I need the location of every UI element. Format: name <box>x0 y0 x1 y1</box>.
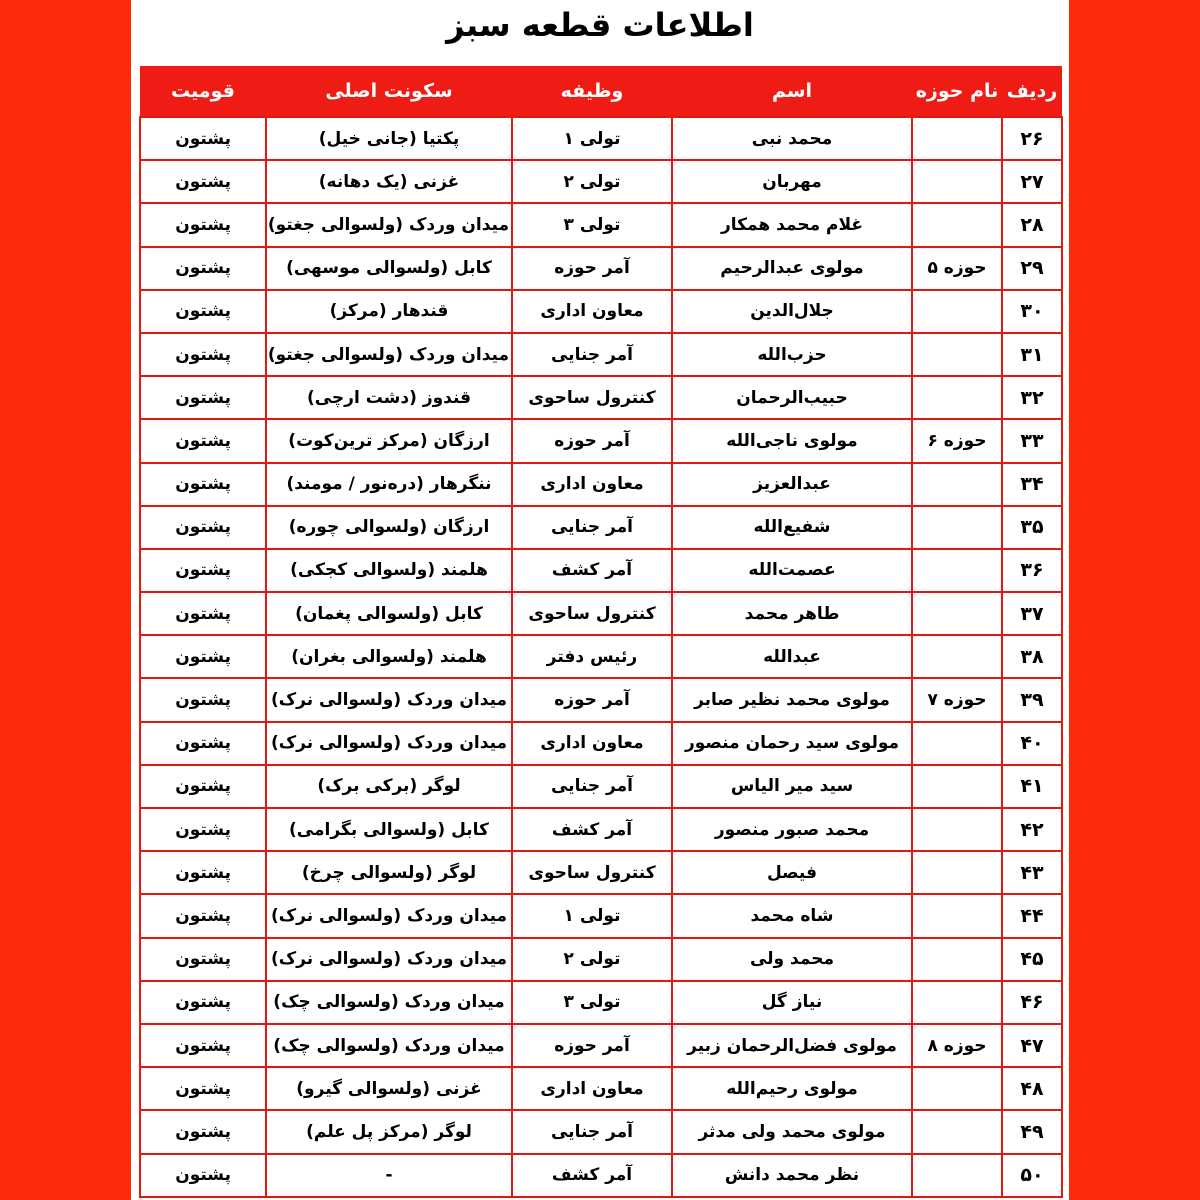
cell-zone <box>912 635 1002 678</box>
cell-ethnicity: پشتون <box>140 1024 266 1067</box>
cell-ethnicity: پشتون <box>140 117 266 160</box>
cell-row-number: ۳۰ <box>1002 290 1062 333</box>
cell-row-number: ۳۸ <box>1002 635 1062 678</box>
cell-role: کنترول ساحوی <box>512 376 672 419</box>
table-row <box>140 635 1062 678</box>
cell-residence: ارزگان (مرکز ترین‌کوت) <box>266 419 512 462</box>
cell-residence: لوگر (ولسوالی چرخ) <box>266 851 512 894</box>
cell-role: آمر جنایی <box>512 765 672 808</box>
cell-row-number: ۲۷ <box>1002 160 1062 203</box>
cell-zone <box>912 938 1002 981</box>
table-row <box>140 592 1062 635</box>
cell-residence: هلمند (ولسوالی کجکی) <box>266 549 512 592</box>
cell-row-number: ۲۸ <box>1002 203 1062 246</box>
table-header-row <box>140 66 1062 117</box>
cell-role: کنترول ساحوی <box>512 851 672 894</box>
table-row <box>140 333 1062 376</box>
cell-role: آمر حوزه <box>512 1024 672 1067</box>
cell-ethnicity: پشتون <box>140 203 266 246</box>
page-title: اطلاعات قطعه سبز <box>446 6 754 44</box>
cell-zone: حوزه ۸ <box>912 1024 1002 1067</box>
cell-row-number: ۴۳ <box>1002 851 1062 894</box>
cell-residence: لوگر (مرکز پل علم) <box>266 1110 512 1153</box>
cell-ethnicity: پشتون <box>140 894 266 937</box>
cell-zone <box>912 463 1002 506</box>
cell-name: محمد نبی <box>672 117 912 160</box>
cell-row-number: ۲۶ <box>1002 117 1062 160</box>
cell-role: آمر حوزه <box>512 678 672 721</box>
cell-ethnicity: پشتون <box>140 592 266 635</box>
cell-residence: کابل (ولسوالی موسهی) <box>266 247 512 290</box>
cell-role: آمر حوزه <box>512 419 672 462</box>
cell-residence: میدان وردک (ولسوالی نرک) <box>266 894 512 937</box>
table-row <box>140 376 1062 419</box>
table-row <box>140 1024 1062 1067</box>
cell-ethnicity: پشتون <box>140 376 266 419</box>
header-zone: نام حوزه <box>912 66 1002 117</box>
table-row <box>140 117 1062 160</box>
cell-residence: قندهار (مرکز) <box>266 290 512 333</box>
cell-row-number: ۴۱ <box>1002 765 1062 808</box>
cell-residence: میدان وردک (ولسوالی جغتو) <box>266 203 512 246</box>
header-role: وظیفه <box>512 66 672 117</box>
cell-role: معاون اداری <box>512 290 672 333</box>
cell-residence: میدان وردک (ولسوالی نرک) <box>266 678 512 721</box>
table-row <box>140 419 1062 462</box>
cell-name: عصمت‌الله <box>672 549 912 592</box>
cell-row-number: ۴۰ <box>1002 722 1062 765</box>
cell-row-number: ۳۱ <box>1002 333 1062 376</box>
cell-name: مولوی سید رحمان منصور <box>672 722 912 765</box>
cell-role: آمر کشف <box>512 808 672 851</box>
cell-zone <box>912 1067 1002 1110</box>
table-row <box>140 765 1062 808</box>
cell-role: رئیس دفتر <box>512 635 672 678</box>
cell-residence: میدان وردک (ولسوالی چک) <box>266 981 512 1024</box>
cell-residence: میدان وردک (ولسوالی نرک) <box>266 938 512 981</box>
table-row <box>140 808 1062 851</box>
cell-zone <box>912 290 1002 333</box>
cell-name: مولوی ناجی‌الله <box>672 419 912 462</box>
cell-zone <box>912 117 1002 160</box>
cell-row-number: ۴۹ <box>1002 1110 1062 1153</box>
cell-role: کنترول ساحوی <box>512 592 672 635</box>
cell-row-number: ۲۹ <box>1002 247 1062 290</box>
cell-name: محمد ولی <box>672 938 912 981</box>
table-row <box>140 290 1062 333</box>
cell-zone <box>912 981 1002 1024</box>
cell-ethnicity: پشتون <box>140 290 266 333</box>
table-row <box>140 678 1062 721</box>
cell-zone <box>912 765 1002 808</box>
cell-ethnicity: پشتون <box>140 463 266 506</box>
table-row <box>140 851 1062 894</box>
cell-role: تولی ۲ <box>512 938 672 981</box>
cell-ethnicity: پشتون <box>140 981 266 1024</box>
table-row <box>140 506 1062 549</box>
cell-role: آمر جنایی <box>512 1110 672 1153</box>
cell-row-number: ۴۴ <box>1002 894 1062 937</box>
cell-ethnicity: پشتون <box>140 247 266 290</box>
cell-role: آمر حوزه <box>512 247 672 290</box>
cell-zone <box>912 203 1002 246</box>
cell-name: شاه محمد <box>672 894 912 937</box>
cell-ethnicity: پشتون <box>140 419 266 462</box>
cell-role: تولی ۲ <box>512 160 672 203</box>
cell-role: آمر کشف <box>512 549 672 592</box>
cell-residence: غزنی (یک دهانه) <box>266 160 512 203</box>
cell-role: معاون اداری <box>512 463 672 506</box>
cell-zone: حوزه ۶ <box>912 419 1002 462</box>
header-name: اسم <box>672 66 912 117</box>
cell-residence: ارزگان (ولسوالی چوره) <box>266 506 512 549</box>
table-row <box>140 1067 1062 1110</box>
cell-ethnicity: پشتون <box>140 635 266 678</box>
cell-residence: قندوز (دشت ارچی) <box>266 376 512 419</box>
cell-name: عبدالله <box>672 635 912 678</box>
cell-residence: میدان وردک (ولسوالی نرک) <box>266 722 512 765</box>
cell-zone <box>912 376 1002 419</box>
cell-zone <box>912 1110 1002 1153</box>
cell-ethnicity: پشتون <box>140 678 266 721</box>
cell-zone <box>912 333 1002 376</box>
cell-name: حبیب‌الرحمان <box>672 376 912 419</box>
cell-name: شفیع‌الله <box>672 506 912 549</box>
table-row <box>140 1110 1062 1153</box>
cell-name: حزب‌الله <box>672 333 912 376</box>
cell-name: مولوی محمد نظیر صابر <box>672 678 912 721</box>
cell-name: عبدالعزیز <box>672 463 912 506</box>
cell-zone <box>912 506 1002 549</box>
cell-ethnicity: پشتون <box>140 938 266 981</box>
cell-ethnicity: پشتون <box>140 765 266 808</box>
cell-role: تولی ۱ <box>512 894 672 937</box>
cell-ethnicity: پشتون <box>140 808 266 851</box>
cell-zone <box>912 549 1002 592</box>
cell-role: آمر جنایی <box>512 333 672 376</box>
cell-residence: پکتیا (جانی خیل) <box>266 117 512 160</box>
cell-residence: کابل (ولسوالی پغمان) <box>266 592 512 635</box>
table-row <box>140 247 1062 290</box>
cell-role: معاون اداری <box>512 1067 672 1110</box>
table-row <box>140 981 1062 1024</box>
cell-ethnicity: پشتون <box>140 333 266 376</box>
cell-name: جلال‌الدین <box>672 290 912 333</box>
table-row <box>140 160 1062 203</box>
cell-name: مهربان <box>672 160 912 203</box>
cell-name: سید میر الیاس <box>672 765 912 808</box>
cell-name: نظر محمد دانش <box>672 1154 912 1197</box>
cell-ethnicity: پشتون <box>140 851 266 894</box>
cell-zone <box>912 592 1002 635</box>
cell-name: مولوی رحیم‌الله <box>672 1067 912 1110</box>
cell-residence: کابل (ولسوالی بگرامی) <box>266 808 512 851</box>
cell-row-number: ۳۹ <box>1002 678 1062 721</box>
cell-zone <box>912 851 1002 894</box>
cell-row-number: ۴۲ <box>1002 808 1062 851</box>
cell-residence: لوگر (برکی برک) <box>266 765 512 808</box>
cell-row-number: ۳۵ <box>1002 506 1062 549</box>
cell-name: نیاز گل <box>672 981 912 1024</box>
cell-role: معاون اداری <box>512 722 672 765</box>
cell-residence: - <box>266 1154 512 1197</box>
cell-role: آمر جنایی <box>512 506 672 549</box>
cell-row-number: ۴۶ <box>1002 981 1062 1024</box>
cell-ethnicity: پشتون <box>140 1067 266 1110</box>
cell-row-number: ۳۷ <box>1002 592 1062 635</box>
cell-residence: میدان وردک (ولسوالی جغتو) <box>266 333 512 376</box>
cell-ethnicity: پشتون <box>140 506 266 549</box>
table-row <box>140 722 1062 765</box>
cell-name: مولوی عبدالرحیم <box>672 247 912 290</box>
cell-zone <box>912 894 1002 937</box>
table-row <box>140 894 1062 937</box>
cell-role: تولی ۳ <box>512 203 672 246</box>
cell-residence: غزنی (ولسوالی گیرو) <box>266 1067 512 1110</box>
cell-role: تولی ۳ <box>512 981 672 1024</box>
table-row <box>140 549 1062 592</box>
cell-name: طاهر محمد <box>672 592 912 635</box>
cell-name: مولوی محمد ولی مدثر <box>672 1110 912 1153</box>
table-row <box>140 463 1062 506</box>
cell-zone: حوزه ۵ <box>912 247 1002 290</box>
cell-name: فیصل <box>672 851 912 894</box>
table-row <box>140 1154 1062 1197</box>
document-sheet <box>131 0 1069 1200</box>
cell-zone <box>912 808 1002 851</box>
cell-name: غلام محمد همکار <box>672 203 912 246</box>
cell-row-number: ۳۴ <box>1002 463 1062 506</box>
cell-row-number: ۳۳ <box>1002 419 1062 462</box>
cell-role: آمر کشف <box>512 1154 672 1197</box>
cell-row-number: ۴۵ <box>1002 938 1062 981</box>
table-row <box>140 203 1062 246</box>
cell-zone <box>912 1154 1002 1197</box>
cell-residence: هلمند (ولسوالی بغران) <box>266 635 512 678</box>
cell-row-number: ۴۷ <box>1002 1024 1062 1067</box>
cell-ethnicity: پشتون <box>140 1110 266 1153</box>
cell-ethnicity: پشتون <box>140 722 266 765</box>
cell-name: مولوی فضل‌الرحمان زبیر <box>672 1024 912 1067</box>
cell-zone <box>912 160 1002 203</box>
header-row-number: ردیف <box>1002 66 1062 117</box>
cell-row-number: ۳۶ <box>1002 549 1062 592</box>
table-row <box>140 938 1062 981</box>
cell-residence: ننگرهار (دره‌نور / مومند) <box>266 463 512 506</box>
cell-name: محمد صبور منصور <box>672 808 912 851</box>
cell-row-number: ۴۸ <box>1002 1067 1062 1110</box>
cell-ethnicity: پشتون <box>140 1154 266 1197</box>
cell-zone <box>912 722 1002 765</box>
cell-role: تولی ۱ <box>512 117 672 160</box>
cell-ethnicity: پشتون <box>140 160 266 203</box>
header-ethnicity: قومیت <box>140 66 266 117</box>
personnel-table <box>139 66 1063 1198</box>
cell-zone: حوزه ۷ <box>912 678 1002 721</box>
cell-row-number: ۳۲ <box>1002 376 1062 419</box>
cell-residence: میدان وردک (ولسوالی چک) <box>266 1024 512 1067</box>
header-residence: سکونت اصلی <box>266 66 512 117</box>
cell-ethnicity: پشتون <box>140 549 266 592</box>
cell-row-number: ۵۰ <box>1002 1154 1062 1197</box>
